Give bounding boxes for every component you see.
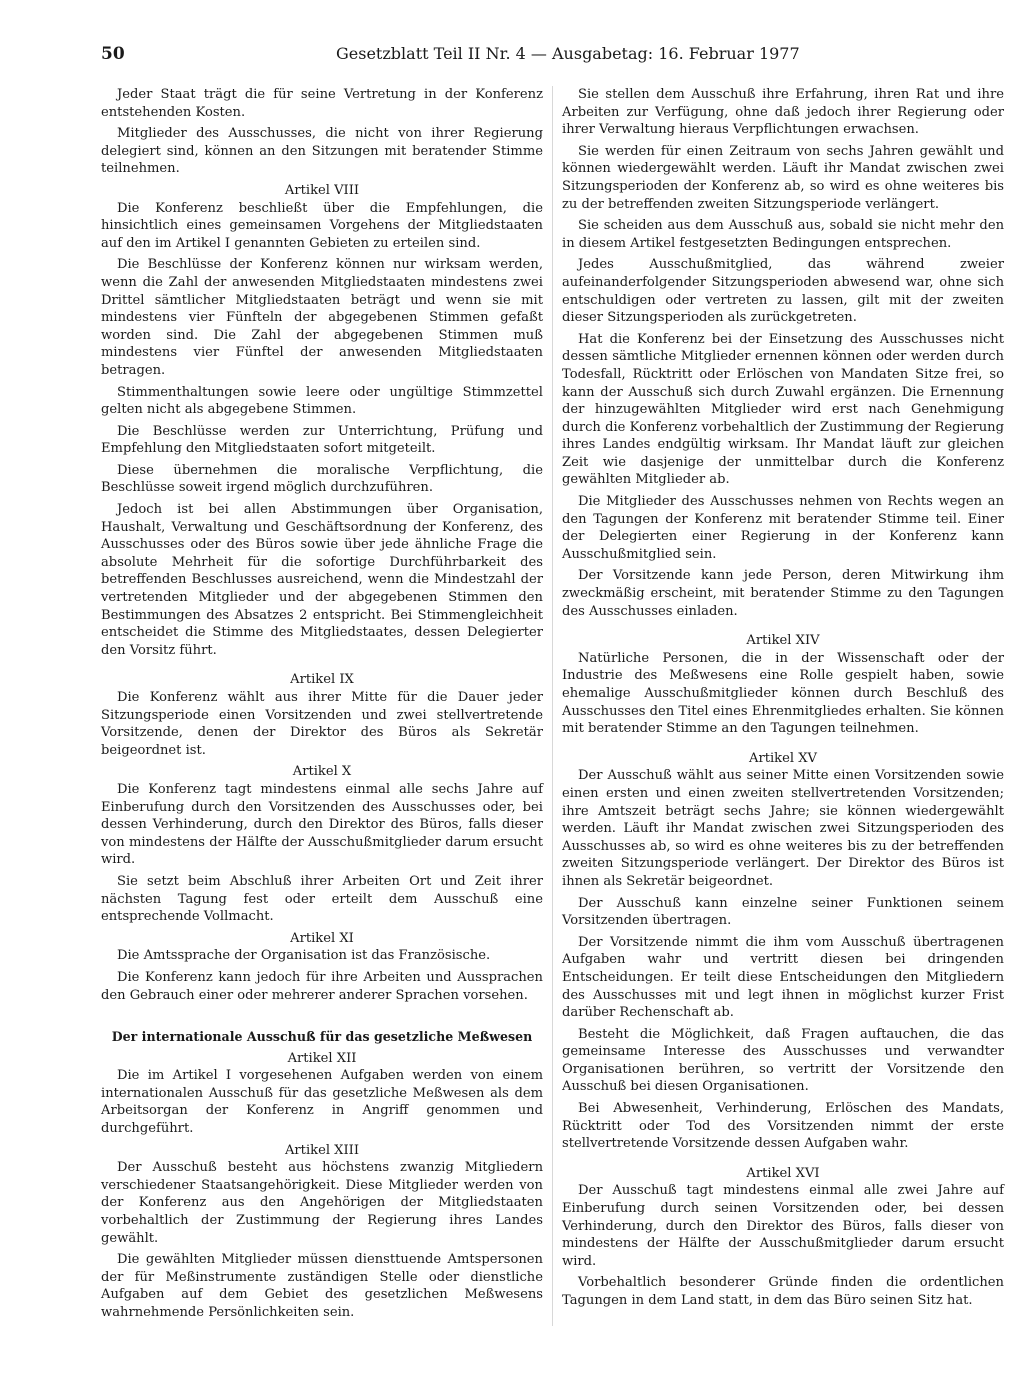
article-heading: Artikel XV (749, 750, 817, 766)
paragraph: Die Mitglieder des Ausschusses nehmen von Rechts wegen an den Tagungen der Konferenz mit beratender Stimme teil. Einer der Delegierten einer Regierung in der Konferenz kann Ausschußmitglied sein. (562, 494, 1004, 562)
article-heading: Artikel XIII (284, 1142, 360, 1158)
paragraph: Sie setzt beim Abschluß ihrer Arbeiten Ort und Zeit ihrer nächsten Tagung fest oder erteilt dem Ausschuß eine entsprechende Vollmacht. (101, 873, 543, 925)
gazette-header-title: Gesetzblatt Teil II Nr. 4 — Ausgabetag: 16. Februar 1977 (336, 44, 800, 63)
article-heading: Artikel X (292, 764, 352, 780)
paragraph: Der Ausschuß kann einzelne seiner Funktionen seinem Vorsitzenden übertragen. (562, 895, 1004, 929)
article-heading: Artikel IX (290, 672, 354, 688)
paragraph: Sie werden für einen Zeitraum von sechs Jahren gewählt und können wiedergewählt werden. Läuft ihr Mandat zwischen zwei Sitzungsperioden der Konferenz ab, so wird es ohne weiteres bis zu der betreffenden zweiten Sitzungsperiode verlängert. (562, 143, 1004, 212)
paragraph: Hat die Konferenz bei der Einsetzung des Ausschusses nicht dessen sämtliche Mitglieder ernennen können oder werden durch Todesfall, Rücktritt oder Erlöschen von Mandaten Sitze frei, so kann der Ausschuß sich durch Zuwahl ergänzen. Die Ernennung der hinzugewählten Mitglieder wird erst nach Genehmigung durch die Konferenz vorbehaltlich der Zustimmung der Regierung ihres Landes endgültig wirksam. Ihr Mandat läuft zur gleichen Zeit wie dasjenige der unmittelbar durch die Konferenz gewählten Mitglieder ab. (562, 331, 1004, 488)
paragraph: Der Ausschuß besteht aus höchstens zwanzig Mitgliedern verschiedener Staatsangehörigkeit. Diese Mitglieder werden von der Konferenz aus den Angehörigen der Mitgliedstaaten vorbehaltlich der Zustimmung der Regierung ihres Landes gewählt. (101, 1160, 543, 1246)
paragraph: Der Vorsitzende nimmt die ihm vom Ausschuß übertragenen Aufgaben wahr und vertritt diesen bei dringenden Entscheidungen. Er teilt diese Entscheidungen den Mitgliedern des Ausschusses mit und legt ihnen in möglichst kurzer Frist darüber Rechenschaft ab. (562, 934, 1004, 1021)
section-heading: Der internationale Ausschuß für das gesetzliche Meßwesen (111, 1029, 533, 1045)
paragraph: Diese übernehmen die moralische Verpflichtung, die Beschlüsse soweit irgend möglich durchzuführen. (101, 462, 543, 496)
paragraph: Vorbehaltlich besonderer Gründe finden die ordentlichen Tagungen in dem Land statt, in dem das Büro seinen Sitz hat. (562, 1275, 1004, 1308)
article-heading: Artikel XI (290, 930, 354, 946)
paragraph: Stimmenthaltungen sowie leere oder ungültige Stimmzettel gelten nicht als abgegebene Stimmen. (101, 384, 543, 418)
paragraph: Die im Artikel I vorgesehenen Aufgaben werden von einem internationalen Ausschuß für das gesetzliche Meßwesen als dem Arbeitsorgan der Konferenz in Angriff genommen und durchgeführt. (101, 1068, 543, 1137)
page-number: 50 (101, 44, 125, 64)
paragraph: Die Konferenz tagt mindestens einmal alle sechs Jahre auf Einberufung durch den Vorsitzenden des Ausschusses oder, bei dessen Verhinderung, durch den Direktor des Büros, falls dieser von mindestens der Hälfte der Ausschußmitglieder darum ersucht wird. (101, 781, 543, 868)
paragraph: Natürliche Personen, die in der Wissenschaft oder der Industrie des Meßwesens eine Rolle gespielt haben, sowie ehemalige Ausschußmitglieder können durch Beschluß des Ausschusses den Titel eines Ehrenmitgliedes erhalten. Sie können mit beratender Stimme an den Tagungen teilnehmen. (562, 650, 1004, 737)
article-heading: Artikel VIII (284, 182, 360, 198)
article-heading: Artikel XIV (746, 633, 820, 649)
paragraph: Sie scheiden aus dem Ausschuß aus, sobald sie nicht mehr den in diesem Artikel festgesetzten Bedingungen entsprechen. (562, 218, 1004, 251)
article-heading: Artikel XVI (746, 1165, 820, 1181)
paragraph: Die Beschlüsse der Konferenz können nur wirksam werden, wenn die Zahl der anwesenden Mitgliedstaaten mindestens zwei Drittel sämtlicher Mitgliedstaaten beträgt und wenn sie mit mindestens vier Fünfteln der abgegebenen Stimmen gefaßt worden sind. Die Zahl der abgegebenen Stimmen muß mindestens vier Fünftel der anwesenden Mitgliedstaaten betragen. (101, 257, 543, 378)
paragraph: Die gewählten Mitglieder müssen diensttuende Amtspersonen der für Meßinstrumente zuständigen Stelle oder dienstliche Aufgaben auf dem Gebiet des gesetzlichen Meßwesens wahrnehmende Persönlichkeiten sein. (101, 1252, 543, 1320)
page-header (101, 44, 1001, 68)
paragraph: Die Konferenz kann jedoch für ihre Arbeiten und Aussprachen den Gebrauch einer oder mehrerer anderer Sprachen vorsehen. (101, 969, 543, 1003)
right-column (562, 86, 1004, 1314)
left-column (101, 86, 543, 1326)
paragraph: Besteht die Möglichkeit, daß Fragen auftauchen, die das gemeinsame Interesse des Ausschusses und verwandter Organisationen berühren, so vertritt der Vorsitzende den Ausschuß bei diesen Organisationen. (562, 1026, 1004, 1095)
paragraph: Die Amtssprache der Organisation ist das Französische. (117, 948, 491, 964)
article-heading: Artikel XII (287, 1050, 357, 1066)
paragraph: Der Ausschuß wählt aus seiner Mitte einen Vorsitzenden sowie einen ersten und einen zweiten stellvertretenden Vorsitzenden; ihre Amtszeit beträgt sechs Jahre; sie können wiedergewählt werden. Läuft ihr Mandat zwischen zwei Sitzungsperioden des Ausschusses ab, so wird es ohne weiteres bis zu der betreffenden zweiten Sitzungsperiode verlängert. Der Direktor des Büros ist ihnen als Sekretär beigeordnet. (562, 768, 1004, 889)
paragraph: Jeder Staat trägt die für seine Vertretung in der Konferenz entstehenden Kosten. (101, 87, 543, 120)
paragraph: Die Konferenz wählt aus ihrer Mitte für die Dauer jeder Sitzungsperiode einen Vorsitzenden und zwei stellvertretende Vorsitzende, denen der Direktor des Büros als Sekretär beigeordnet ist. (101, 690, 543, 758)
paragraph: Die Beschlüsse werden zur Unterrichtung, Prüfung und Empfehlung den Mitgliedstaaten sofort mitgeteilt. (101, 423, 543, 457)
paragraph: Der Ausschuß tagt mindestens einmal alle zwei Jahre auf Einberufung durch seinen Vorsitzenden oder, bei dessen Verhinderung, durch den Direktor des Büros, falls dieser von mindestens der Hälfte der Ausschußmitglieder darum ersucht wird. (562, 1183, 1004, 1269)
paragraph: Jedoch ist bei allen Abstimmungen über Organisation, Haushalt, Verwaltung und Geschäftsordnung der Konferenz, des Ausschusses oder des Büros sowie über jede ähnliche Frage die absolute Mehrheit für die sofortige Durchführbarkeit des betreffenden Beschlusses ausreichend, wenn die Mindestzahl der vertretenden Mitglieder und der abgegebenen Stimmen den Bestimmungen des Absatzes 2 entspricht. Bei Stimmengleichheit entscheidet die Stimme des Mitgliedstaates, dessen Delegierter den Vorsitz führt. (101, 502, 543, 658)
paragraph: Bei Abwesenheit, Verhinderung, Erlöschen des Mandats, Rücktritt oder Tod des Vorsitzenden nimmt der erste stellvertretende Vorsitzende dessen Aufgaben wahr. (562, 1101, 1004, 1152)
paragraph: Mitglieder des Ausschusses, die nicht von ihrer Regierung delegiert sind, können an den Sitzungen mit beratender Stimme teilnehmen. (101, 126, 543, 177)
paragraph: Der Vorsitzende kann jede Person, deren Mitwirkung ihm zweckmäßig erscheint, mit beratender Stimme zu den Tagungen des Ausschusses einladen. (562, 568, 1004, 619)
paragraph: Sie stellen dem Ausschuß ihre Erfahrung, ihren Rat und ihre Arbeiten zur Verfügung, ohne daß jedoch ihrer Regierung oder ihrer Verwaltung hieraus Verpflichtungen erwachsen. (562, 87, 1004, 138)
paragraph: Die Konferenz beschließt über die Empfehlungen, die hinsichtlich eines gemeinsamen Vorgehens der Mitgliedstaaten auf den im Artikel I genannten Gebieten zu erteilen sind. (101, 200, 543, 251)
paragraph: Jedes Ausschußmitglied, das während zweier aufeinanderfolgender Sitzungsperioden abwesend war, ohne sich entschuldigen oder vertreten zu lassen, gilt mit der zweiten dieser Sitzungsperioden als zurückgetreten. (562, 257, 1004, 326)
column-divider (552, 86, 553, 1326)
